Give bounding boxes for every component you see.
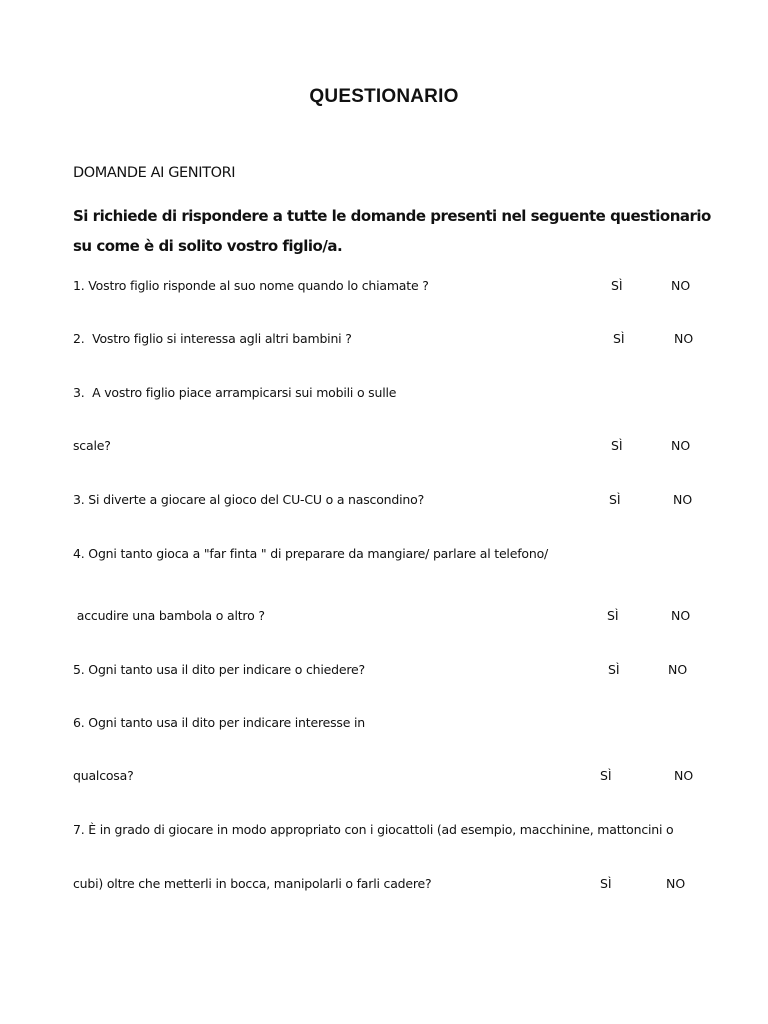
answer-yes-6[interactable]: SÌ (600, 768, 612, 783)
question-line-4b: accudire una bambola o altro ? (73, 608, 265, 623)
answer-no-5[interactable]: NO (668, 662, 688, 677)
answer-yes-7[interactable]: SÌ (600, 876, 612, 891)
document-title: QUESTIONARIO (309, 86, 459, 107)
answer-no-6[interactable]: NO (674, 768, 694, 783)
section-heading: DOMANDE AI GENITORI (73, 165, 236, 181)
answer-no-4[interactable]: NO (671, 608, 691, 623)
question-line-5: 5. Ogni tanto usa il dito per indicare o chiedere? (73, 662, 365, 677)
answer-no-2[interactable]: NO (674, 331, 694, 346)
answer-yes-5[interactable]: SÌ (608, 662, 620, 677)
answer-yes-3b[interactable]: SÌ (609, 492, 621, 507)
answer-no-3b[interactable]: NO (673, 492, 693, 507)
answer-yes-4[interactable]: SÌ (607, 608, 619, 623)
answer-yes-1[interactable]: SÌ (611, 278, 623, 293)
question-line-3b: scale? (73, 438, 111, 453)
question-line-4a: 4. Ogni tanto gioca a "far finta " di preparare da mangiare/ parlare al telefono/ (73, 546, 549, 561)
answer-no-1[interactable]: NO (671, 278, 691, 293)
answer-yes-3a[interactable]: SÌ (611, 438, 623, 453)
answer-yes-2[interactable]: SÌ (613, 331, 625, 346)
question-line-1: 1. Vostro figlio risponde al suo nome quando lo chiamate ? (73, 278, 429, 293)
question-line-6a: 6. Ogni tanto usa il dito per indicare interesse in (73, 715, 365, 730)
question-line-6b: qualcosa? (73, 768, 134, 783)
question-line-2: 2. Vostro figlio si interessa agli altri bambini ? (73, 331, 352, 346)
answer-no-7[interactable]: NO (666, 876, 686, 891)
answer-no-3a[interactable]: NO (671, 438, 691, 453)
question-line-3a: 3. A vostro figlio piace arrampicarsi sui mobili o sulle (73, 385, 397, 400)
question-line-3c: 3. Si diverte a giocare al gioco del CU-CU o a nascondino? (73, 492, 424, 507)
intro-paragraph: Si richiede di rispondere a tutte le domande presenti nel seguente questionario su come è di solito vostro figlio/a. (73, 207, 711, 255)
question-line-7a: 7. È in grado di giocare in modo appropriato con i giocattoli (ad esempio, macchinine, mattoncini o (73, 822, 674, 837)
question-line-7b: cubi) oltre che metterli in bocca, manipolarli o farli cadere? (73, 876, 432, 891)
